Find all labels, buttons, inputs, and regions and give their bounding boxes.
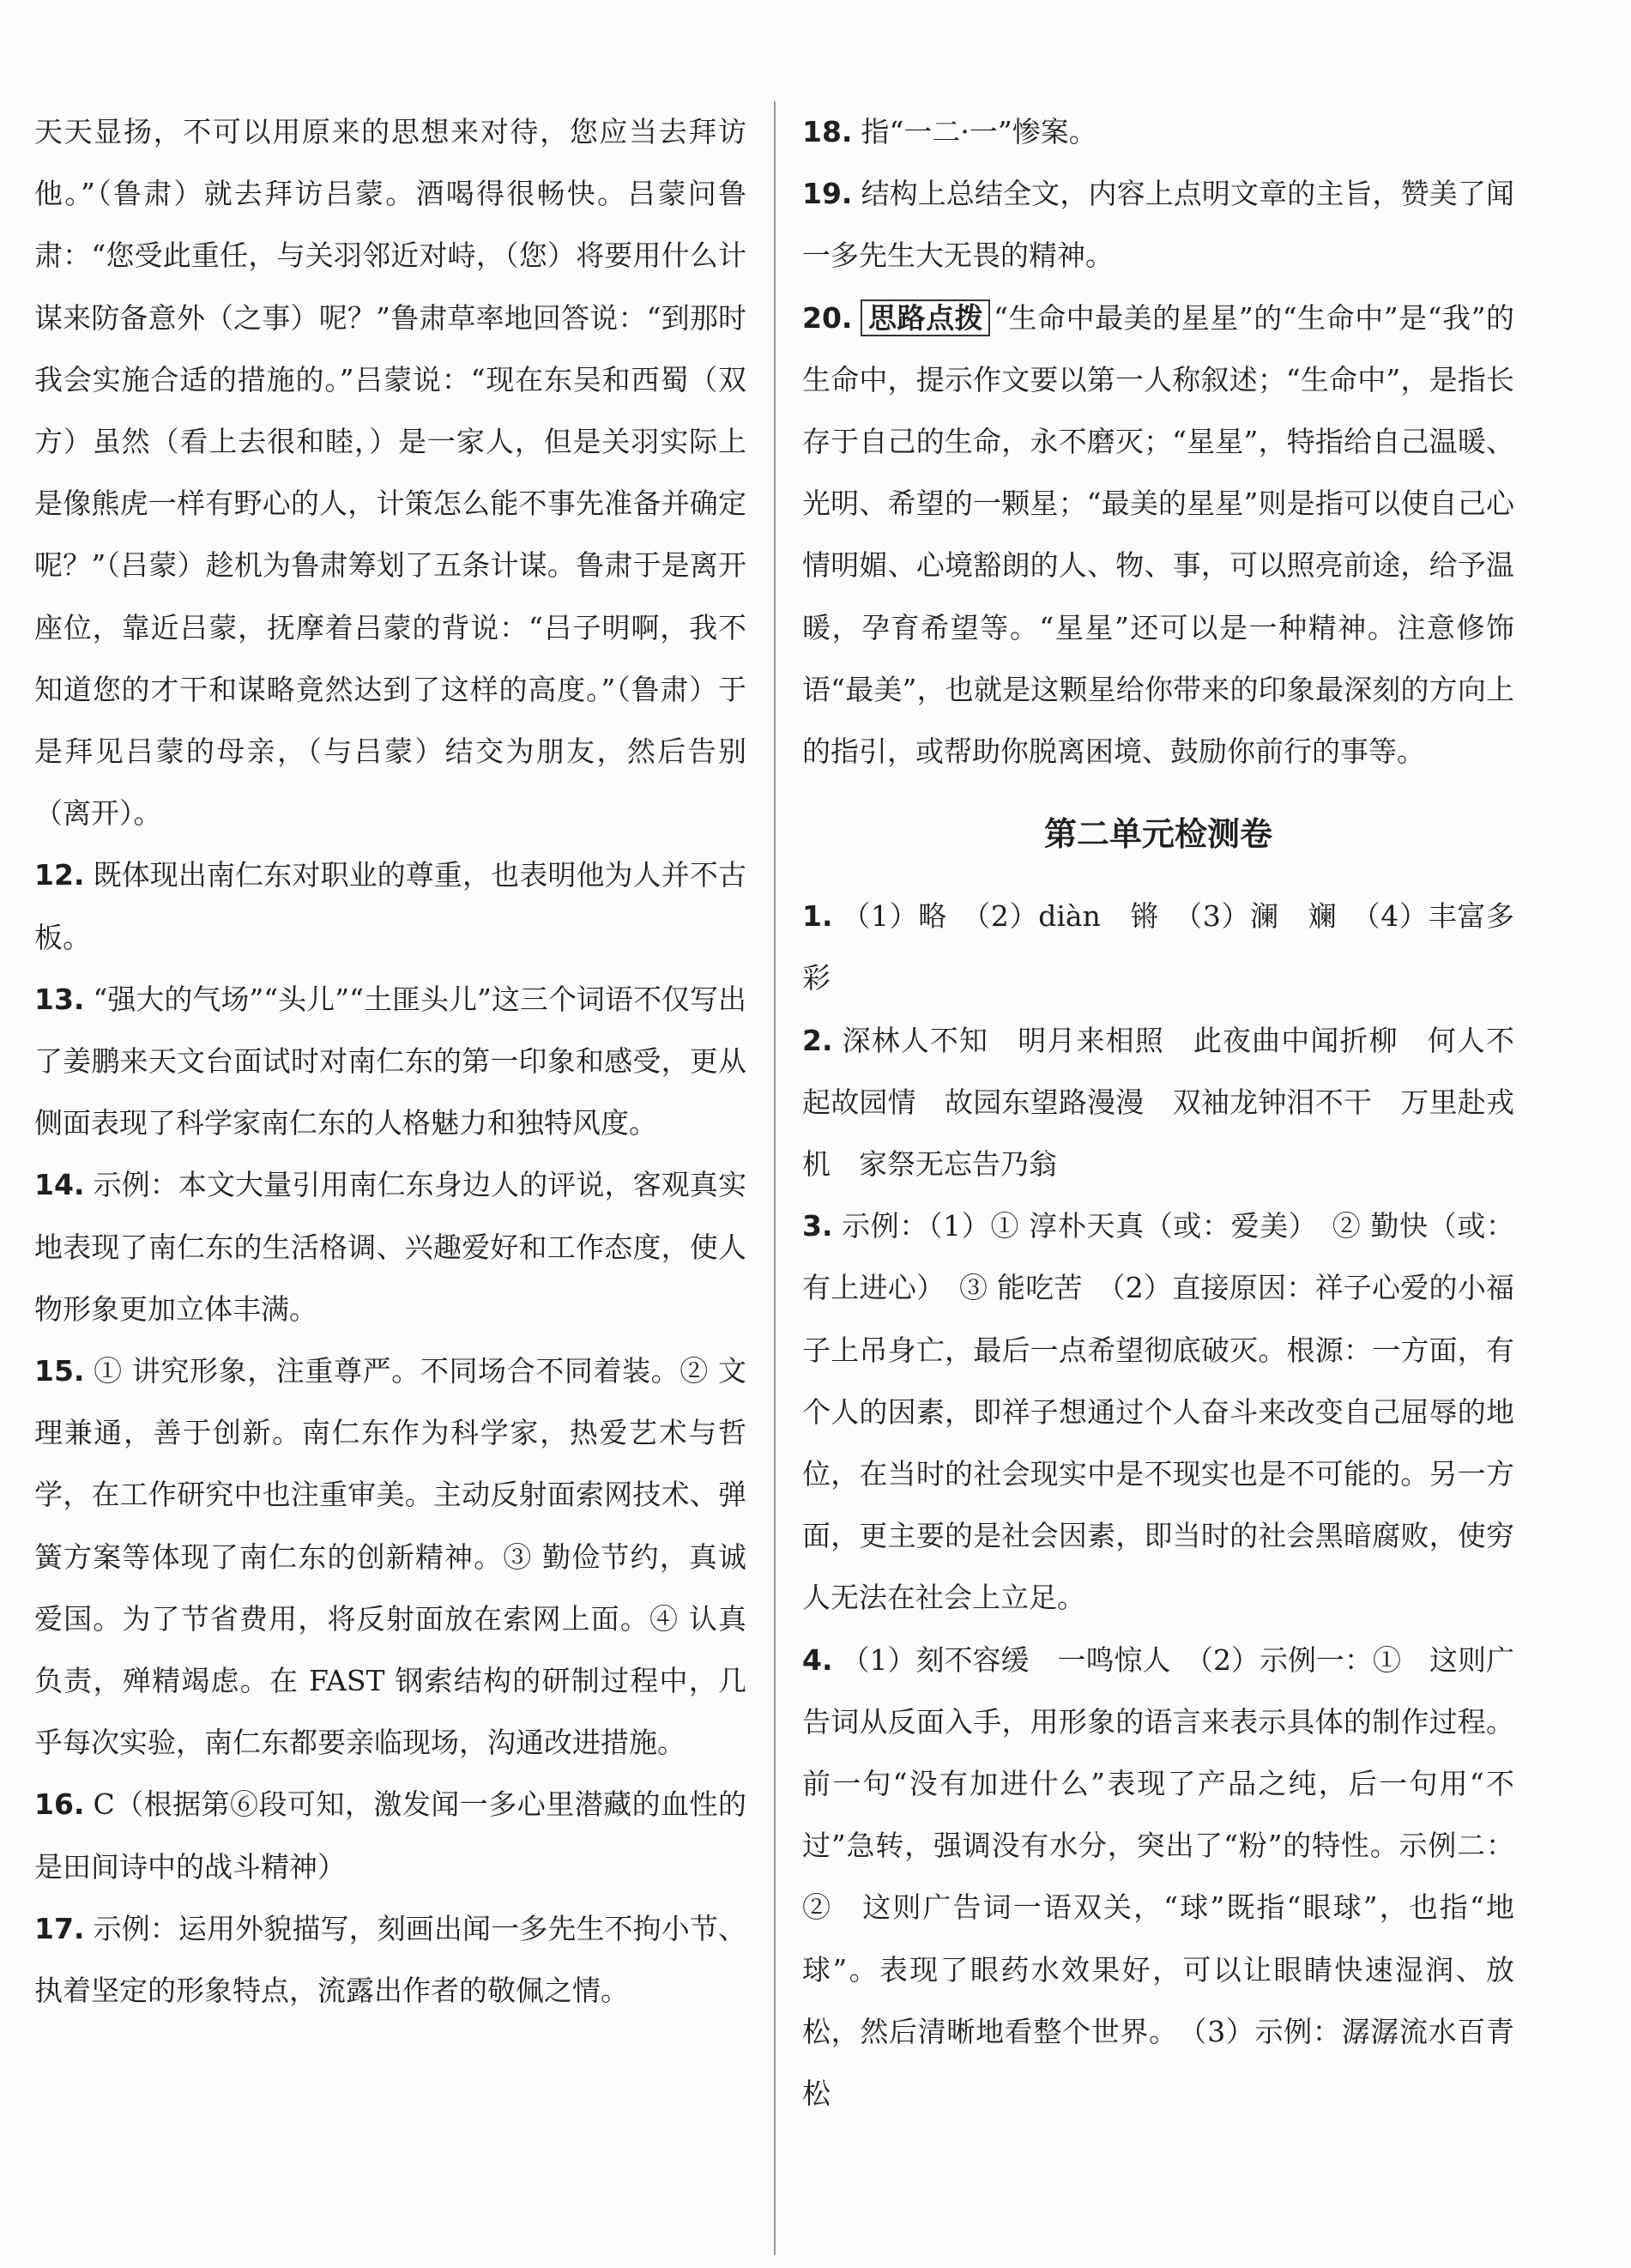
answer-number: 14. [34, 1168, 85, 1202]
answer-number: 19. [802, 177, 853, 211]
answer-number: 17. [34, 1911, 85, 1945]
test-answer-1 [802, 886, 1514, 1009]
answer-16 [34, 1774, 746, 1897]
answer-number: 12. [34, 858, 85, 892]
answer-paragraph: 天天显扬，不可以用原来的思想来对待，您应当去拜访他。”（鲁肃）就去拜访吕蒙。酒喝得很畅快。吕蒙问鲁肃：“您受此重任，与关羽邻近对峙，（您）将要用什么计谋来防备意外（之事）呢？”鲁肃草率地回答说：“到那时我会实施合适的措施的。”吕蒙说：“现在东吴和西蜀（双方）虽然（看上去很和睦，）是一家人，但是关羽实际上是像熊虎一样有野心的人，计策怎么能不事先准备并确定呢？”（吕蒙）趁机为鲁肃筹划了五条计谋。鲁肃于是离开座位，靠近吕蒙，抚摩着吕蒙的背说：“吕子明啊，我不知道您的才干和谋略竟然达到了这样的高度。”（鲁肃）于是拜见吕蒙的母亲，（与吕蒙）结交为朋友，然后告别（离开）。 [34, 115, 746, 831]
answer-text: 结构上总结全文，内容上点明文章的主旨，赞美了闻一多先生大无畏的精神。 [802, 177, 1514, 273]
answer-number: 18. [802, 115, 853, 148]
answer-text: ① 讲究形象，注重尊严。不同场合不同着装。② 文理兼通，善于创新。南仁东作为科学家，热爱艺术与哲学，在工作研究中也注重审美。主动反射面索网技术、弹簧方案等体现了南仁东的创新精神。③ 勤俭节约，真诚爱国。为了节省费用，将反射面放在索网上面。④ 认真负责，殚精竭虑。在 FAST 钢索结构的研制过程中，几乎每次实验，南仁东都要亲临现场，沟通改进措施。 [34, 1354, 746, 1760]
answer-17 [34, 1898, 746, 2022]
answer-text: C（根据第⑥段可知，激发闻一多心里潜藏的血性的是田间诗中的战斗精神） [34, 1787, 746, 1884]
left-column [34, 101, 746, 2022]
answer-18 [802, 101, 1514, 163]
answer-text: 示例：（1）① 淳朴天真（或：爱美） ② 勤快（或：有上进心） ③ 能吃苦 （2）直接原因：祥子心爱的小福子上吊身亡，最后一点希望彻底破灭。根源：一方面，有个人的因素，即祥子想通过个人奋斗来改变自己屈辱的地位，在当时的社会现实中是不现实也是不可能的。另一方面，更主要的是社会因素，即当时的社会黑暗腐败，使穷人无法在社会上立足。 [802, 1209, 1514, 1615]
answer-19 [802, 163, 1514, 287]
test-answer-4 [802, 1630, 1514, 2126]
answer-text: “强大的气场”“头儿”“土匪头儿”这三个词语不仅写出了姜鹏来天文台面试时对南仁东的第一印象和感受，更从侧面表现了科学家南仁东的人格魅力和独特风度。 [34, 982, 746, 1140]
answer-number: 1. [802, 899, 833, 934]
answer-text: （1）略 （2）diàn 锵 （3）澜 斓 （4）丰富多彩 [802, 899, 1514, 995]
answer-13 [34, 969, 746, 1155]
answer-15 [34, 1340, 746, 1774]
answer-number: 4. [802, 1642, 833, 1677]
answer-number: 20. [802, 300, 853, 335]
answer-text: 指“一二·一”惨案。 [861, 115, 1097, 148]
right-column [802, 101, 1514, 2125]
answer-text: （1）刻不容缓 一鸣惊人 （2）示例一：① 这则广告词从反面入手，用形象的语言来表示具体的制作过程。前一句“没有加进什么”表现了产品之纯，后一句用“不过”急转，强调没有水分，突出了“粉”的特性。示例二：② 这则广告词一语双关，“球”既指“眼球”，也指“地球”。表现了眼药水效果好，可以让眼睛快速湿润、放松，然后清晰地看整个世界。 （3）示例：潺潺流水百青松 [802, 1642, 1514, 2111]
test-answer-3 [802, 1195, 1514, 1629]
answer-text: 示例：本文大量引用南仁东身边人的评说，客观真实地表现了南仁东的生活格调、兴趣爱好和工作态度，使人物形象更加立体丰满。 [34, 1168, 746, 1326]
hint-tag: 思路点拨 [861, 299, 990, 336]
column-divider [774, 101, 776, 2255]
answer-text: 既体现出南仁东对职业的尊重，也表明他为人并不古板。 [34, 858, 746, 954]
answer-text: “生命中最美的星星”的“生命中”是“我”的生命中，提示作文要以第一人称叙述；“生命中”，是指长存于自己的生命，永不磨灭；“星星”，特指给自己温暖、光明、希望的一颗星；“最美的星星”则是指可以使自己心情明媚、心境豁朗的人、物、事，可以照亮前途，给予温暖，孕育希望等。“星星”还可以是一种精神。注意修饰语“最美”，也就是这颗星给你带来的印象最深刻的方向上的指引，或帮助你脱离困境、鼓励你前行的事等。 [802, 300, 1515, 769]
answer-14 [34, 1154, 746, 1340]
section-title: 第二单元检测卷 [1043, 815, 1272, 854]
answer-20 [802, 287, 1514, 783]
answer-text: 示例：运用外貌描写，刻画出闻一多先生不拘小节、执着坚定的形象特点，流露出作者的敬佩之情。 [34, 1911, 746, 2008]
answer-text: 深林人不知 明月来相照 此夜曲中闻折柳 何人不起故园情 故园东望路漫漫 双袖龙钟泪不干 万里赴戎机 家祭无忘告乃翁 [802, 1023, 1514, 1182]
answer-12 [34, 844, 746, 968]
answer-number: 16. [34, 1787, 85, 1822]
answer-number: 3. [802, 1209, 833, 1243]
answer-number: 13. [34, 982, 85, 1016]
test-answer-2 [802, 1010, 1514, 1196]
answer-number: 2. [802, 1023, 833, 1057]
answer-number: 15. [34, 1354, 85, 1388]
